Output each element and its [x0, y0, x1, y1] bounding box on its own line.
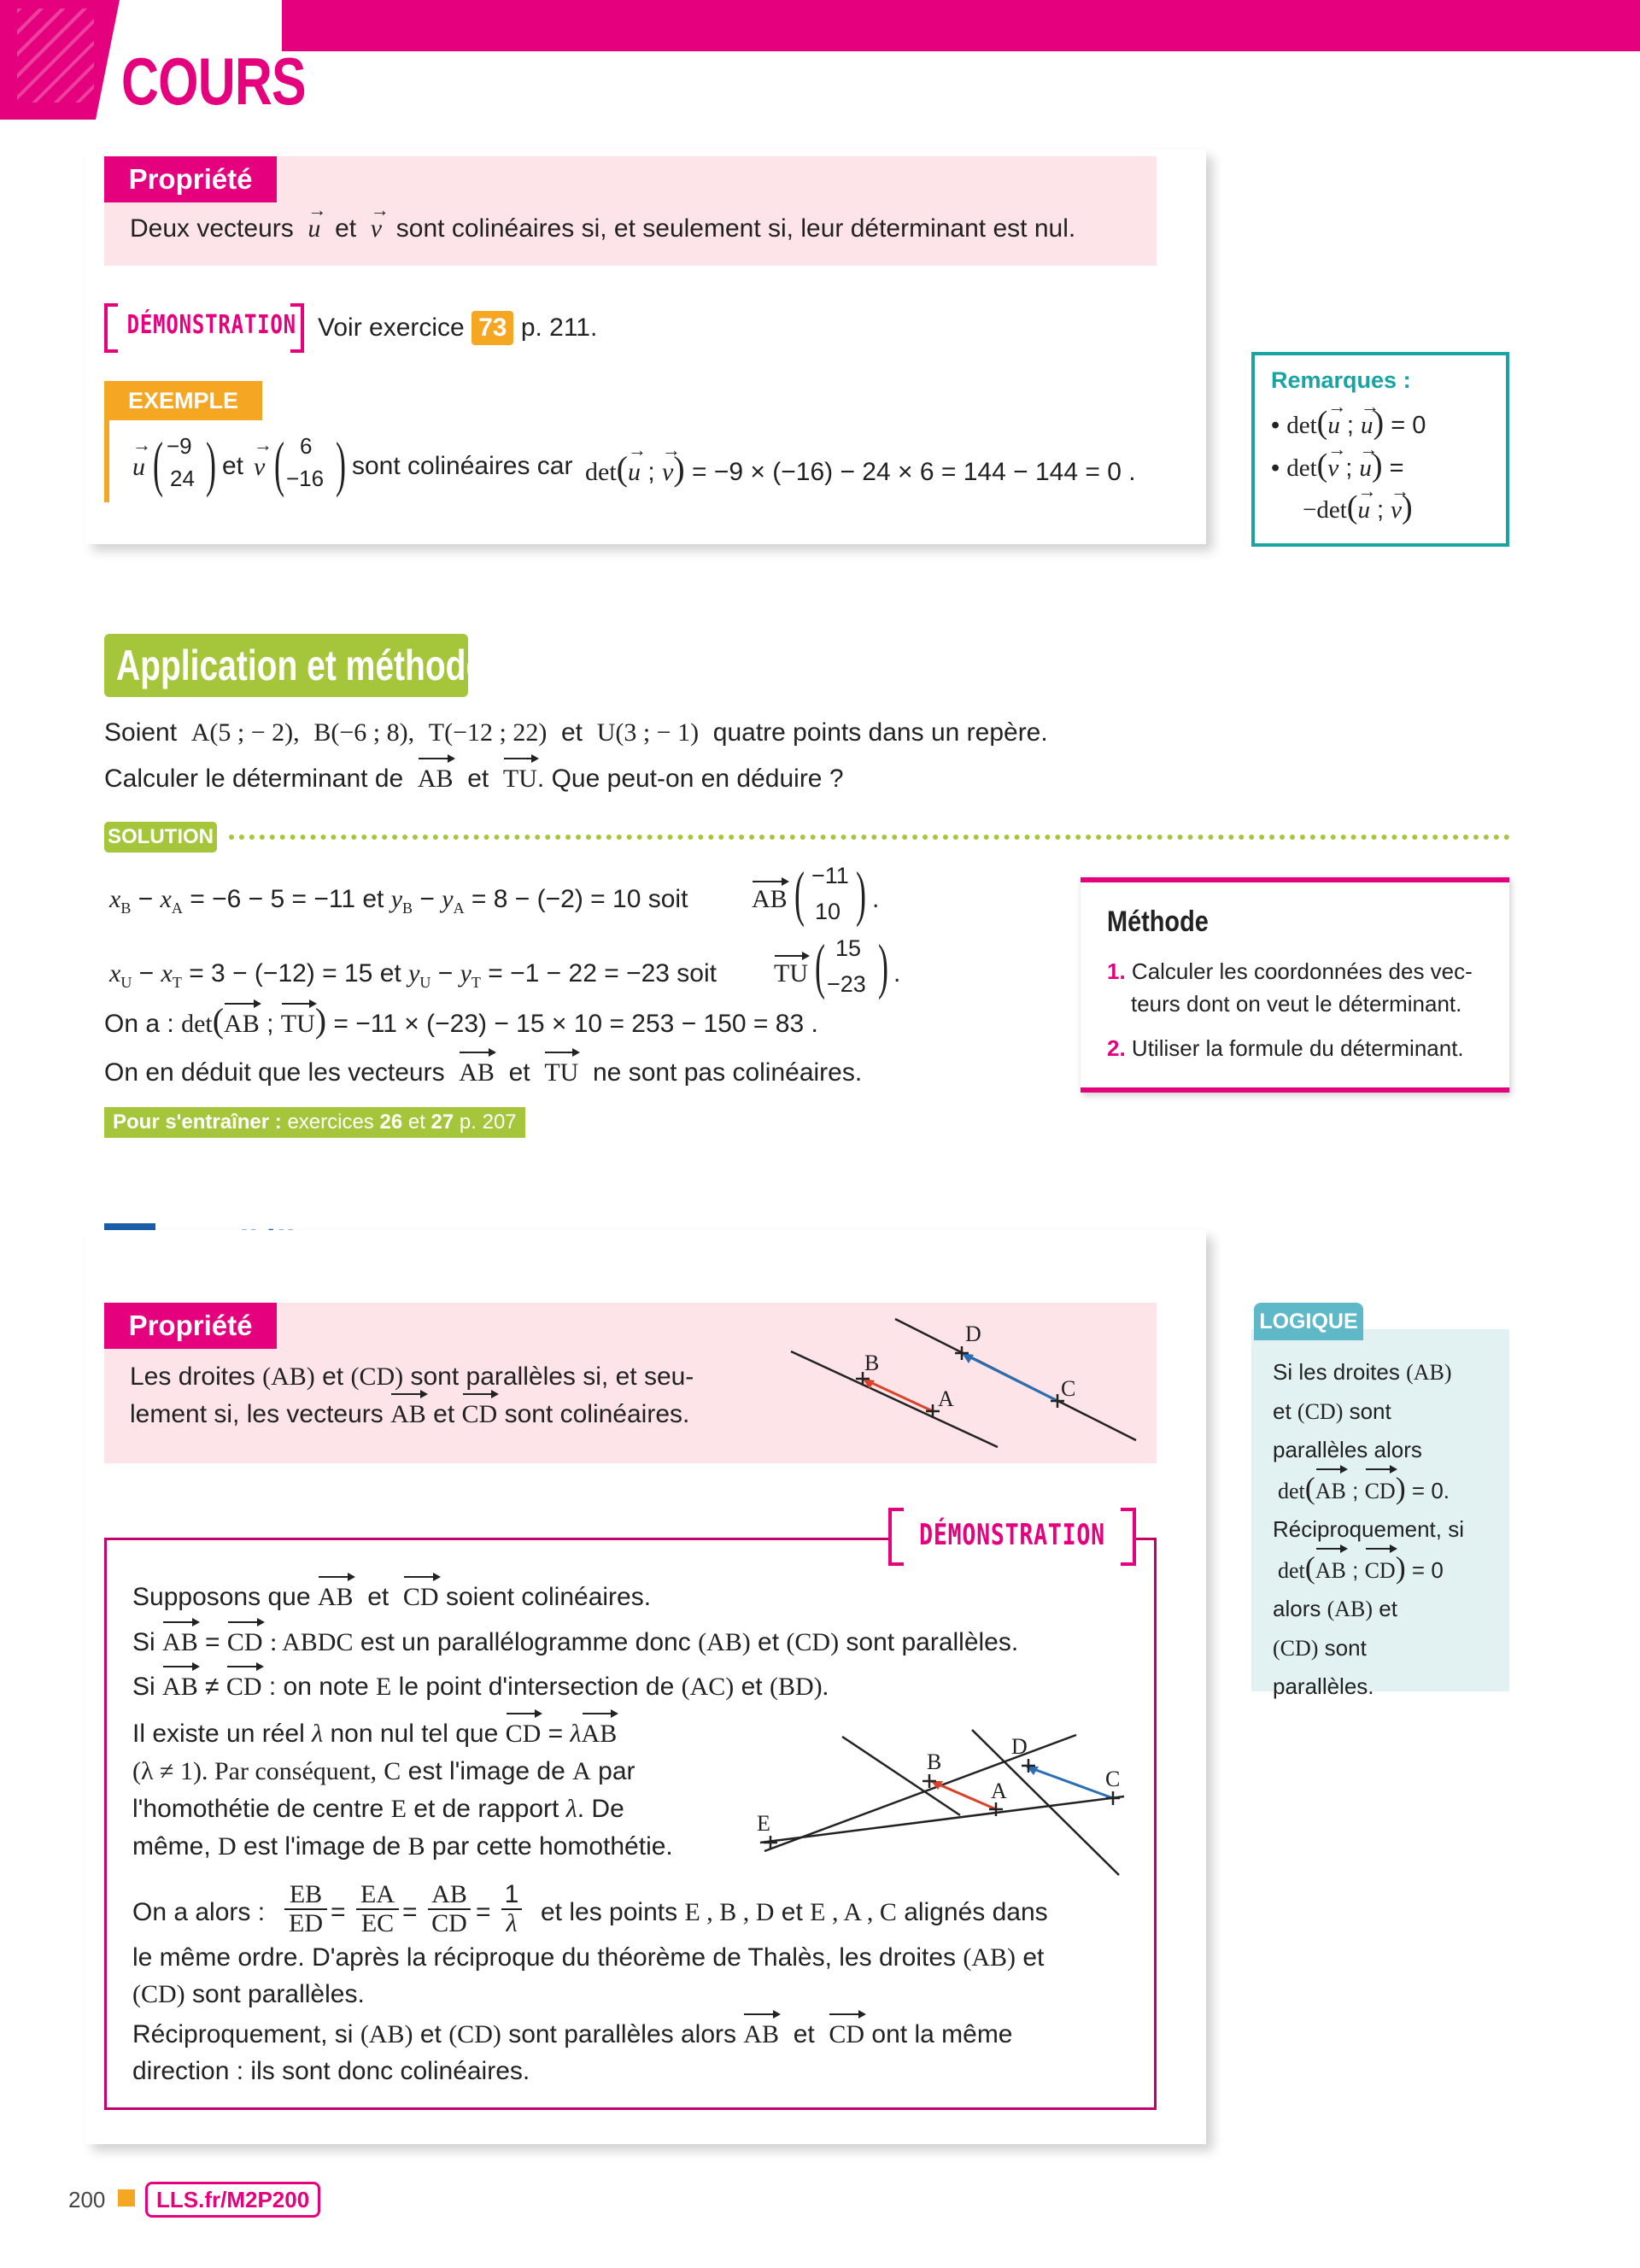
page-number: 200	[68, 2187, 106, 2212]
demo2-line-11: Réciproquement, si (AB) et (CD) sont parallèles alors AB et CD ont la même	[132, 2018, 1013, 2052]
method-step-2: 2. Utiliser la formule du déterminant.	[1107, 1035, 1464, 1061]
demo2-line-8: On a alors : EB ED = EA EC = AB CD = 1 λ et les points E , B , D et E , A , C alignés dans	[132, 1880, 1048, 1937]
footer-square	[118, 2189, 135, 2206]
exercise-statement-1: Soient A(5 ; − 2), B(−6 ; 8), T(−12 ; 22) et U(3 ; − 1) quatre points dans un repère.	[104, 718, 1048, 747]
vector-cd-arrow	[962, 1353, 1057, 1401]
demo2-line-6: l'homothétie de centre E et de rapport λ. De	[132, 1795, 624, 1823]
demo-reference: Voir exercice 73 p. 211.	[318, 311, 597, 345]
demo-label: DÉMONSTRATION	[104, 303, 304, 353]
vector-cd-blue	[1027, 1767, 1113, 1798]
demo2-line-7: même, D est l'image de B par cette homothétie.	[132, 1832, 673, 1861]
method-title: Méthode	[1107, 905, 1209, 938]
remarks-title: Remarques :	[1271, 367, 1411, 393]
property-text: Deux vecteurs → u et → v sont colinéaires si, et seulement si, leur déterminant est nul.	[130, 212, 1075, 246]
method-step-1: 1. Calculer les coordonnées des vec- teurs dont on veut le déterminant.	[1107, 958, 1473, 1017]
demo2-line-1: Supposons que AB et CD soient colinéaires.	[132, 1580, 651, 1615]
logic-text: Si les droites (AB) et (CD) sont parallèles alors det(AB ; CD) = 0. Réciproquement, si det(AB ; CD) = 0 alors (AB) et (CD) sont parallèles.	[1273, 1359, 1464, 1699]
solution-line-2: $x_U - x_T = 3 - (-12) = 15$ et $y_U - y_T = -1 - 22 = -23$ soit TU ( 15 −23 ) .	[109, 932, 901, 1000]
exercise-number[interactable]: 73	[472, 311, 513, 345]
fig1-label-a: A	[938, 1386, 954, 1411]
line-ebd	[764, 1735, 1076, 1851]
example-badge: EXEMPLE	[104, 381, 262, 420]
fig2-label-b: B	[927, 1749, 942, 1774]
footer-link[interactable]: LLS.fr/M2P200	[145, 2182, 320, 2218]
remark-3: −det(→ u ; → v)	[1303, 490, 1413, 527]
demo2-line-10: (CD) sont parallèles.	[132, 1980, 365, 2008]
property-2-line-2: lement si, les vecteurs AB et CD sont colinéaires.	[130, 1398, 689, 1432]
property-badge: Propriété	[104, 156, 277, 202]
solution-line-3: On a : det(AB ; TU) = −11 × (−23) − 15 × 10 = 253 − 150 = 83 .	[104, 1001, 818, 1040]
remark-2: • det(→ v ; → u) =	[1271, 448, 1404, 485]
vector-ab-arrow	[863, 1379, 933, 1411]
header-logo-stripes	[17, 9, 94, 103]
parallel-lines-figure	[786, 1307, 1145, 1461]
homothety-figure	[743, 1713, 1128, 1884]
line-ab-2	[842, 1737, 960, 1815]
demo2-line-12: direction : ils sont donc colinéaires.	[132, 2057, 530, 2085]
demo2-line-3: Si AB ≠ CD : on note E le point d'intersection de (AC) et (BD).	[132, 1670, 829, 1704]
solution-conclusion: On en déduit que les vecteurs AB et TU ne sont pas colinéaires.	[104, 1056, 862, 1090]
fig2-label-e: E	[757, 1811, 770, 1836]
fig1-label-b: B	[864, 1351, 880, 1375]
header-bar	[282, 0, 1640, 51]
demo-label-2: DÉMONSTRATION	[888, 1508, 1136, 1566]
demo2-line-5: (λ ≠ 1). Par conséquent, C est l'image de A par	[132, 1757, 636, 1785]
demo2-line-4: Il existe un réel λ non nul tel que CD = λAB	[132, 1717, 617, 1751]
demo2-line-2: Si AB = CD : ABDC est un parallélogramme donc (AB) et (CD) sont parallèles.	[132, 1626, 1018, 1660]
fig2-label-a: A	[991, 1779, 1007, 1803]
vector-ab-red	[931, 1781, 996, 1809]
fig2-label-c: C	[1105, 1767, 1121, 1791]
demo2-line-9: le même ordre. D'après la réciproque du théorème de Thalès, les droites (AB) et	[132, 1943, 1045, 1972]
page-title: COURS	[121, 44, 306, 119]
logic-badge: LOGIQUE	[1254, 1303, 1363, 1340]
solution-dotted-line	[229, 835, 1510, 840]
application-title: Application et méthode	[104, 634, 468, 697]
remark-1: • det(→ u ; → u) = 0	[1271, 406, 1426, 442]
fig2-label-d: D	[1011, 1734, 1028, 1759]
line-ab	[791, 1351, 998, 1447]
training-link[interactable]: Pour s'entraîner : exercices 26 et 27 p. 207	[104, 1107, 525, 1138]
example-side-bar	[104, 420, 109, 502]
solution-badge: SOLUTION	[104, 822, 217, 853]
exercise-statement-2: Calculer le déterminant de AB et TU. Que peut-on en déduire ?	[104, 762, 844, 796]
property-badge-2: Propriété	[104, 1303, 277, 1349]
property-2-line-1: Les droites (AB) et (CD) sont parallèles si, et seu-	[130, 1363, 694, 1391]
solution-line-1: $x_B - x_A = -6 - 5 = -11$ et $y_B - y_A = 8 - (-2) = 10$ soit AB ( −11 10 ) .	[109, 859, 880, 928]
fig1-label-c: C	[1061, 1376, 1076, 1401]
fig1-label-d: D	[965, 1322, 981, 1346]
